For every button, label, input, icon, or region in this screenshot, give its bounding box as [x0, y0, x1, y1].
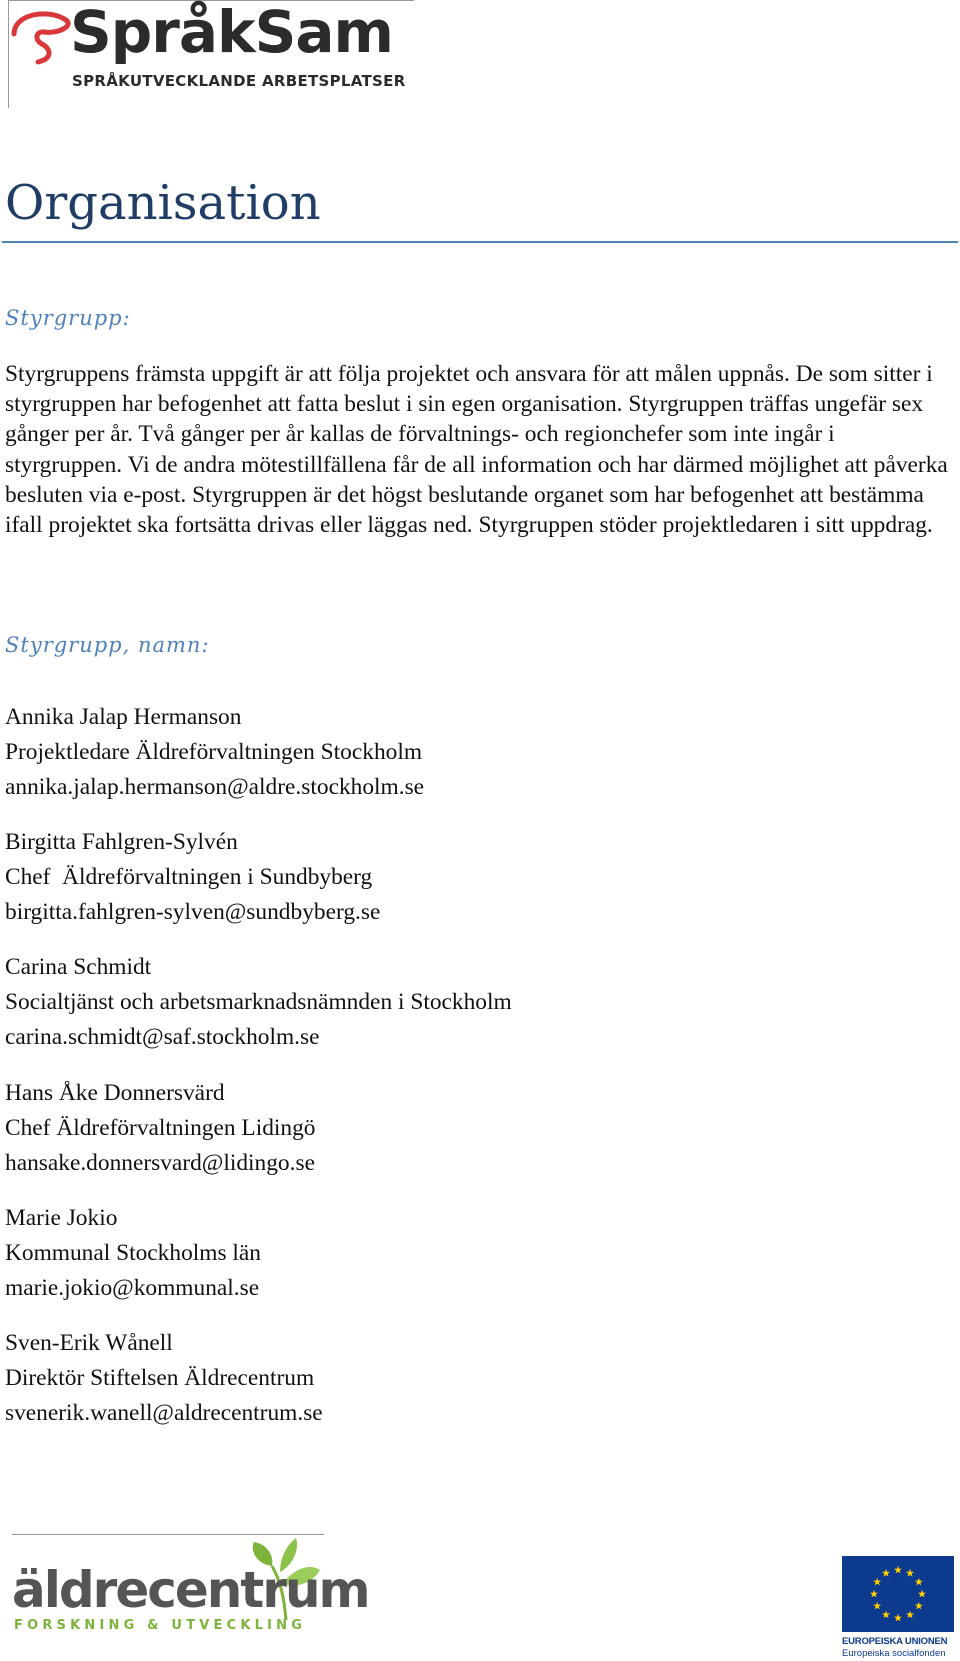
eu-star-icon — [873, 1602, 881, 1610]
member-entry — [5, 825, 905, 950]
member-email[interactable]: birgitta.fahlgren-sylven@sundbyberg.se — [5, 899, 381, 926]
speech-swirl-icon — [8, 4, 78, 94]
eu-flag-icon — [842, 1556, 954, 1632]
eu-star-icon — [906, 1569, 914, 1577]
member-name: Annika Jalap Hermanson — [5, 704, 242, 730]
logo-top-rule — [12, 1534, 324, 1535]
member-name: Carina Schmidt — [5, 954, 152, 981]
member-role: Chef Äldreförvaltningen Lidingö — [5, 1114, 316, 1141]
member-entry — [5, 1076, 905, 1201]
eu-union-label: EUROPEISKA UNIONEN — [842, 1636, 948, 1647]
member-email[interactable]: svenerik.wanell@aldrecentrum.se — [5, 1399, 323, 1426]
eu-star-icon — [870, 1590, 878, 1598]
aldrecentrum-logo — [12, 1534, 369, 1636]
eu-star-icon — [894, 1566, 902, 1574]
eu-stars — [842, 1556, 954, 1632]
member-role: Projektledare Äldreförvaltningen Stockholm — [5, 739, 423, 765]
member-name: Birgitta Fahlgren-Sylvén — [5, 829, 238, 856]
member-entry — [5, 950, 905, 1075]
member-email[interactable]: carina.schmidt@saf.stockholm.se — [5, 1024, 320, 1051]
eu-star-icon — [873, 1578, 881, 1586]
aldrecentrum-wordmark: äldrecentrum — [12, 1561, 369, 1619]
eu-star-icon — [915, 1602, 923, 1610]
member-entry — [5, 700, 905, 825]
page-title: Organisation — [5, 175, 321, 231]
eu-star-icon — [882, 1569, 890, 1577]
member-entry — [5, 1326, 905, 1451]
eu-star-icon — [915, 1578, 923, 1586]
member-email[interactable]: marie.jokio@kommunal.se — [5, 1274, 260, 1301]
member-name: Sven-Erik Wånell — [5, 1329, 173, 1356]
styrgrupp-description: Styrgruppens främsta uppgift är att följa projektet och ansvara för att målen uppnås. De som sitter i styrgruppen har befogenhet att fatta beslut i sin egen organisation. Styrgruppen träffas ungefär sex gånger per år. Två gånger per år kallas de förvaltnings- och regionchefer som inte ingår i styrgruppen. Vi de andra mötestillfällena får de all information och har därmed möjlighet att påverka besluten via e-post. Styrgruppen är det högst beslutande organet som har befogenhet att bestämma ifall projektet ska fortsätta drivas eller läggas ned. Styrgruppen stöder projektledaren i sitt uppdrag. — [5, 361, 948, 539]
title-rule — [2, 241, 958, 243]
member-entry — [5, 1201, 905, 1326]
member-role: Direktör Stiftelsen Äldrecentrum — [5, 1364, 315, 1391]
brand-name: SpråkSam — [70, 0, 393, 66]
member-list — [5, 700, 905, 1451]
member-role: Chef Äldreförvaltningen i Sundbyberg — [5, 864, 373, 891]
member-role: Socialtjänst och arbetsmarknadsnämnden i Stockholm — [5, 989, 512, 1016]
spraksam-logo — [6, 0, 416, 110]
eu-logo — [842, 1556, 956, 1660]
eu-star-icon — [882, 1611, 890, 1619]
member-name: Hans Åke Donnersvärd — [5, 1079, 225, 1106]
eu-star-icon — [906, 1611, 914, 1619]
aldrecentrum-subtitle: FORSKNING & UTVECKLING — [14, 1618, 307, 1633]
eu-star-icon — [918, 1590, 926, 1598]
member-role: Kommunal Stockholms län — [5, 1239, 261, 1266]
brand-tagline: SPRÅKUTVECKLANDE ARBETSPLATSER — [72, 72, 406, 90]
member-email[interactable]: hansake.donnersvard@lidingo.se — [5, 1149, 315, 1176]
styrgrupp-names-heading: Styrgrupp, namn: — [5, 633, 210, 657]
eu-star-icon — [894, 1614, 902, 1622]
styrgrupp-heading: Styrgrupp: — [5, 306, 131, 330]
member-name: Marie Jokio — [5, 1204, 118, 1231]
member-email[interactable]: annika.jalap.hermanson@aldre.stockholm.se — [5, 774, 425, 800]
eu-fund-label: Europeiska socialfonden — [842, 1648, 946, 1659]
